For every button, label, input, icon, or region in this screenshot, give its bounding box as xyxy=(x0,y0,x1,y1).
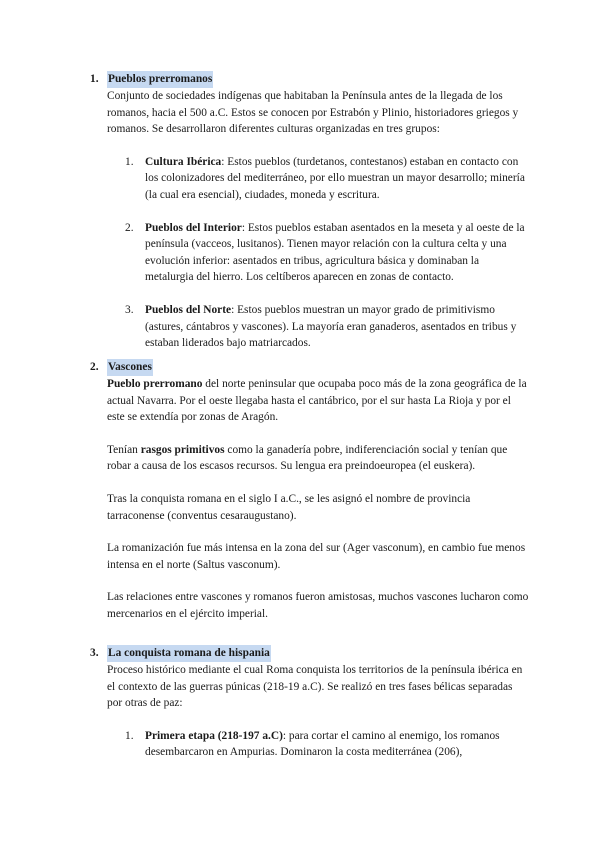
paragraph: Las relaciones entre vascones y romanos fueron amistosas, muchos vascones lucharon como mercenarios en el ejército imperial. xyxy=(107,591,529,620)
list-item xyxy=(90,220,530,286)
intro-paragraph: Conjunto de sociedades indígenas que habitaban la Península antes de la llegada de los romanos, hacia el 500 a.C. Estos se conocen por Estrabón y Plinio, historiadores griegos y romanos. Se desarrollaron diferentes culturas organizadas en tres grupos: xyxy=(107,90,519,136)
list-number: 1. xyxy=(125,729,134,742)
list-number: 3. xyxy=(125,303,134,316)
paragraph: Tras la conquista romana en el siglo I a.C., se les asignó el nombre de provincia tarraconense (conventus cesaraugustano). xyxy=(107,492,471,522)
section-number: 1. xyxy=(90,73,99,85)
paragraph xyxy=(107,376,530,426)
paragraph-text: Tenían xyxy=(107,443,141,456)
phases-list xyxy=(90,728,530,761)
groups-list xyxy=(90,154,530,352)
bold-term: rasgos primitivos xyxy=(140,443,225,456)
section-heading xyxy=(90,359,530,376)
section-number: 2. xyxy=(90,361,99,373)
list-item-text: : Estos pueblos estaban asentados en la meseta y al oeste de la península (vacceos, lusitanos). Tienen mayor relación con la cultura celta y una evolución inferior: asentados en tribus, agricultura básica y dominaban la metalurgia del hierro. Los celtíberos aparecen en zonas de contacto. xyxy=(145,221,525,284)
section-heading xyxy=(90,71,530,88)
paragraph-text: como la ganadería pobre, indiferenciación social y tenían que robar a causa de los escasos recursos. Su lengua era preindoeuropea (el euskera). xyxy=(107,443,508,473)
paragraph: La romanización fue más intensa en la zona del sur (Ager vasconum), en cambio fue menos intensa en el norte (Saltus vasconum). xyxy=(107,542,526,571)
section-conquista-romana xyxy=(90,645,530,761)
section-title: Pueblos prerromanos xyxy=(107,71,213,88)
section-title: Vascones xyxy=(107,359,153,376)
paragraph-text: del norte peninsular que ocupaba poco más de la zona geográfica de la actual Navarra. Por el oeste llegaba hasta el cantábrico, por el sur hasta La Rioja y por el este se extendía por zonas de Aragón. xyxy=(107,378,527,424)
list-item-title: Primera etapa (218-197 a.C) xyxy=(145,729,283,742)
section-title: La conquista romana de hispania xyxy=(107,645,271,662)
list-item-text: : para cortar el camino al enemigo, los romanos desembarcaron en Ampurias. Dominaron la costa mediterránea (206), xyxy=(145,729,500,759)
section-pueblos-prerromanos xyxy=(90,71,530,352)
list-item-title: Pueblos del Norte xyxy=(145,303,232,316)
section-number: 3. xyxy=(90,647,99,659)
list-number: 1. xyxy=(125,155,134,168)
list-item-text: : Estos pueblos (turdetanos, contestanos) estaban en contacto con los colonizadores del mediterráneo, por ello muestran un mayor desarrollo; minería (la cual era esencial), ciudades, moneda y escritura. xyxy=(145,155,525,201)
list-item xyxy=(90,154,530,204)
section-vascones xyxy=(90,359,530,623)
list-item xyxy=(90,302,530,352)
list-item-title: Pueblos del Interior xyxy=(145,221,242,234)
bold-term: Pueblo prerromano xyxy=(107,378,203,390)
list-item-text: : Estos pueblos muestran un mayor grado de primitivismo (astures, cántabros y vascones). La mayoría eran ganaderos, asentados en tribus y estaban liderados bajo matriarcados. xyxy=(145,303,517,350)
intro-paragraph: Proceso histórico mediante el cual Roma conquista los territorios de la península ibérica en el contexto de las guerras púnicas (218-19 a.C). Se realizó en tres fases bélicas separadas por otras de paz: xyxy=(107,664,523,710)
list-item xyxy=(90,728,530,761)
paragraph xyxy=(107,442,530,475)
list-item-title: Cultura Ibérica xyxy=(145,155,222,168)
section-heading xyxy=(90,645,530,662)
list-number: 2. xyxy=(125,221,134,234)
